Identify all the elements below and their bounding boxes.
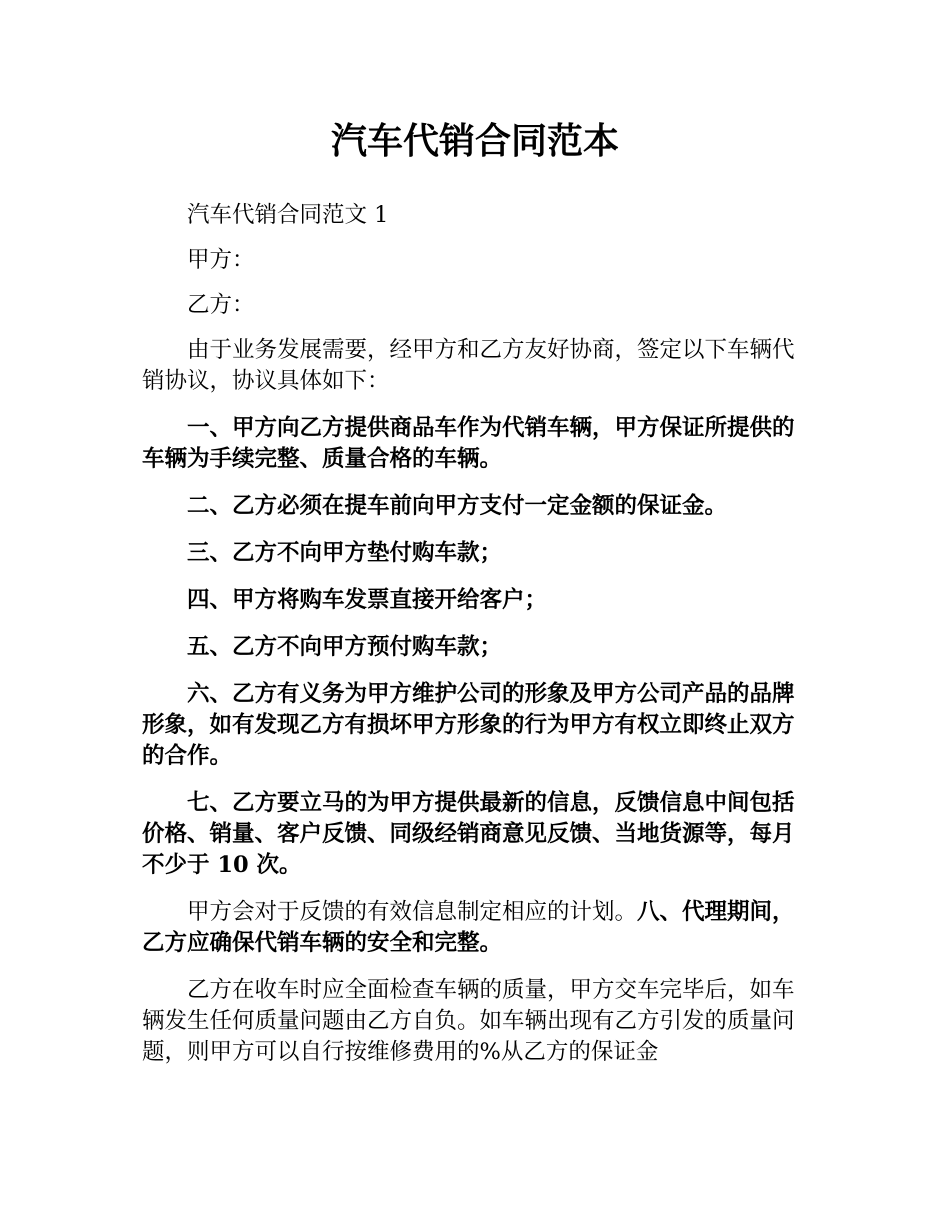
party-b-line: 乙方： (187, 292, 255, 318)
document-subtitle: 汽车代销合同范文 1 (187, 202, 389, 228)
intro-paragraph: 由于业务发展需要，经甲方和乙方友好协商，签定以下车辆代销协议，协议具体如下： (142, 337, 795, 394)
clause-1: 一、甲方向乙方提供商品车作为代销车辆，甲方保证所提供的车辆为手续完整、质量合格的车辆。 (142, 415, 795, 472)
plan-sentence: 甲方会对于反馈的有效信息制定相应的计划。 (187, 899, 638, 925)
clause-4: 四、甲方将购车发票直接开给客户； (187, 587, 548, 613)
party-a-line: 甲方： (187, 247, 255, 273)
clause-8: 八、代理期间，乙方应确保代销车辆的安全和完整。 (142, 899, 795, 956)
clause-5: 五、乙方不向甲方预付购车款； (187, 634, 503, 660)
clause-7: 七、乙方要立马的为甲方提供最新的信息，反馈信息中间包括价格、销量、客户反馈、同级经销商意见反馈、当地货源等，每月不少于 10 次。 (142, 790, 795, 878)
document-title: 汽车代销合同范本 (330, 121, 619, 162)
plan-paragraph (142, 897, 810, 959)
document-body (142, 200, 810, 1084)
clause-2: 二、乙方必须在提车前向甲方支付一定金额的保证金。 (187, 493, 728, 519)
clause-6: 六、乙方有义务为甲方维护公司的形象及甲方公司产品的品牌形象，如有发现乙方有损坏甲方形象的行为甲方有权立即终止双方的合作。 (142, 681, 795, 769)
clause-3: 三、乙方不向甲方垫付购车款； (187, 540, 503, 566)
inspection-paragraph: 乙方在收车时应全面检查车辆的质量，甲方交车完毕后，如车辆发生任何质量问题由乙方自负。如车辆出现有乙方引发的质量问题，则甲方可以自行按维修费用的%从乙方的保证金 (142, 977, 795, 1065)
